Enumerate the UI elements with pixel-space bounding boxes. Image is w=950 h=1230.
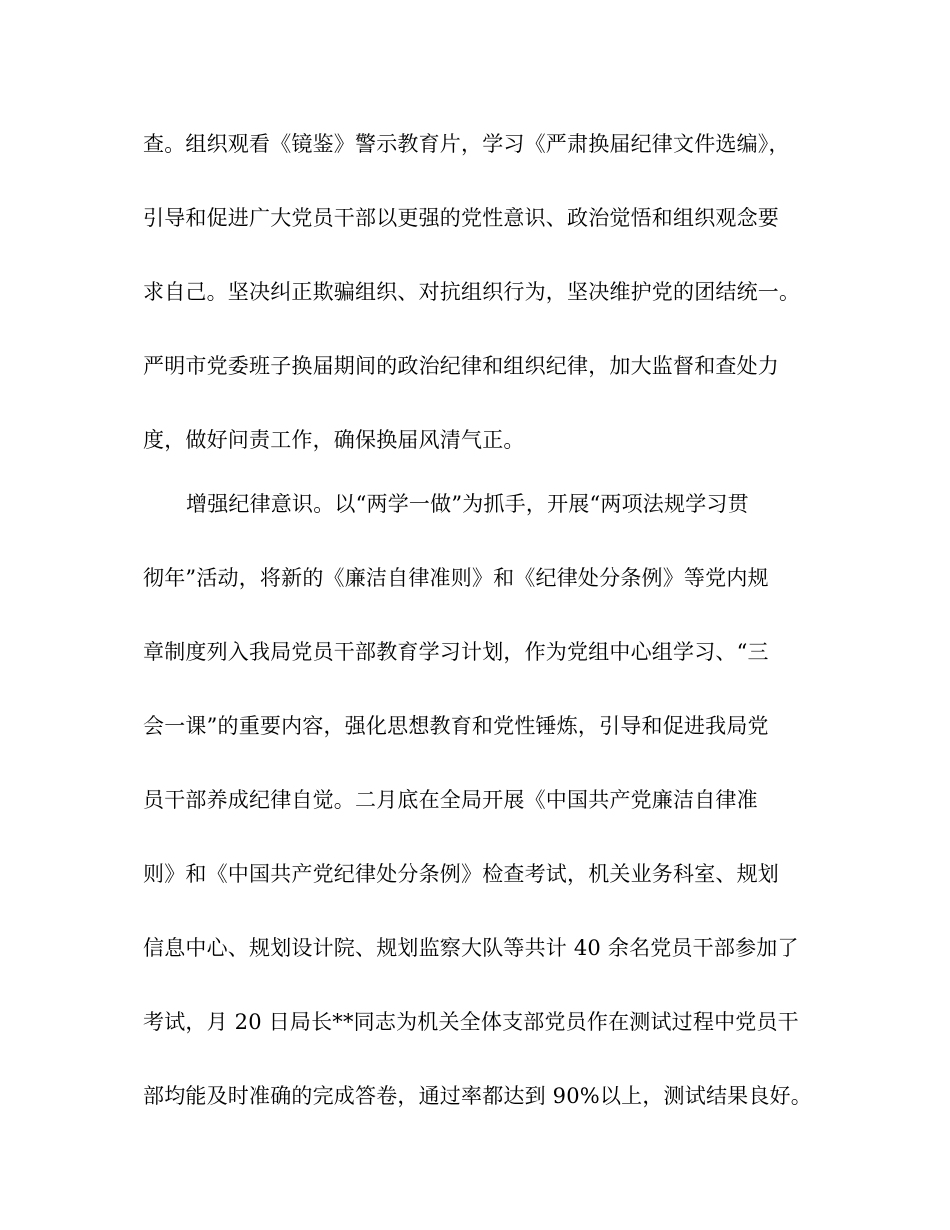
text-line-6: 增强纪律意识。以“两学一做”为抓手，开展“两项法规学习贯 — [186, 492, 749, 516]
text-line-8: 章制度列入我局党员干部教育学习计划，作为党组中心组学习、“三 — [143, 640, 769, 664]
text-line-14: 部均能及时准确的完成答卷，通过率都达到 90%以上，测试结果良好。 — [143, 1084, 812, 1108]
text-line-12: 信息中心、规划设计院、规划监察大队等共计 40 余名党员干部参加了 — [143, 936, 799, 960]
text-line-9: 会一课”的重要内容，强化思想教育和党性锤炼，引导和促进我局党 — [143, 714, 769, 738]
text-line-5: 度，做好问责工作，确保换届风清气正。 — [143, 428, 525, 452]
text-line-11: 则》和《中国共产党纪律处分条例》检查考试，机关业务科室、规划 — [143, 862, 779, 886]
text-line-1: 查。组织观看《镜鉴》警示教育片，学习《严肃换届纪律文件选编》， — [143, 132, 790, 156]
text-line-7: 彻年”活动，将新的《廉洁自律准则》和《纪律处分条例》等党内规 — [143, 566, 769, 590]
text-line-4: 严明市党委班子换届期间的政治纪律和组织纪律，加大监督和查处力 — [143, 354, 779, 378]
text-line-10: 员干部养成纪律自觉。二月底在全局开展《中国共产党廉洁自律准 — [143, 788, 758, 812]
text-line-2: 引导和促进广大党员干部以更强的党性意识、政治觉悟和组织观念要 — [143, 206, 779, 230]
text-line-13: 考试，月 20 日局长**同志为机关全体支部党员作在测试过程中党员干 — [143, 1010, 799, 1034]
text-line-3: 求自己。坚决纠正欺骗组织、对抗组织行为，坚决维护党的团结统一。 — [143, 280, 801, 304]
